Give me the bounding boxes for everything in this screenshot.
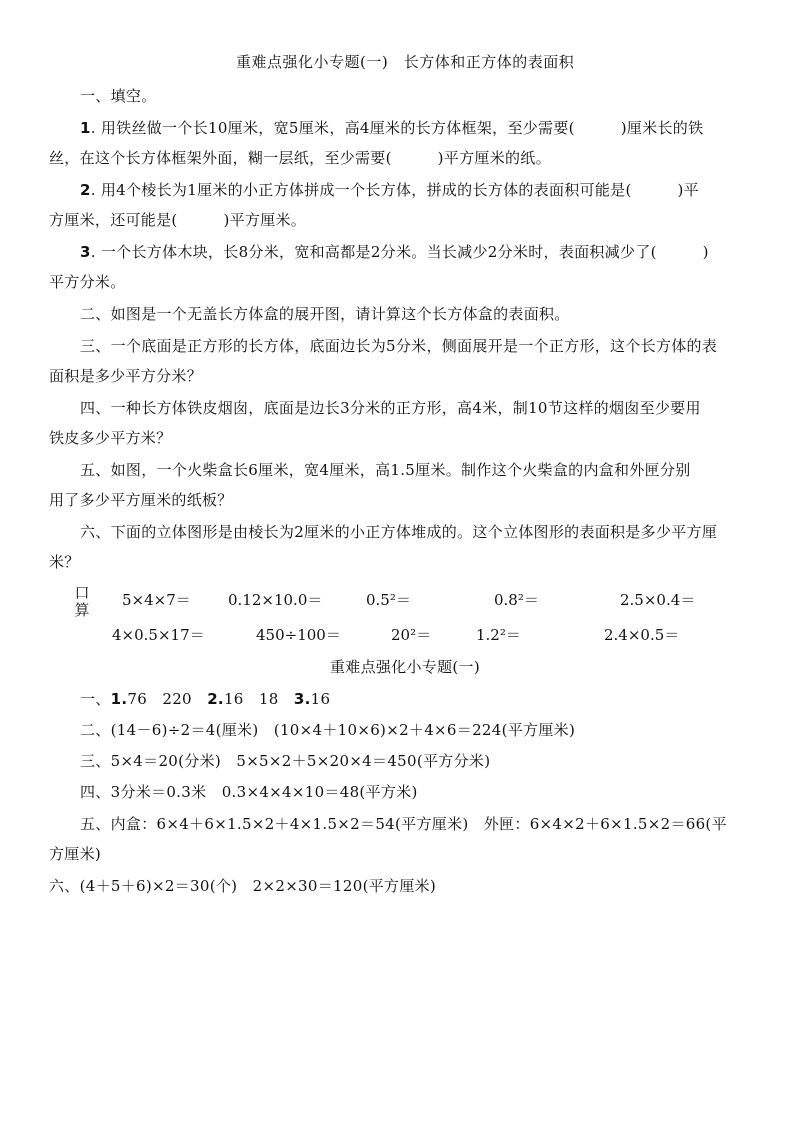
mental-math-label-char-2: 算: [74, 601, 90, 619]
section-5-line-1: 五、如图，一个火柴盒长6厘米，宽4厘米，高1.5厘米。制作这个火柴盒的内盒和外匣分别: [80, 461, 691, 479]
answer-1-val-3: 16: [310, 690, 331, 708]
question-2-text: . 用4个棱长为1厘米的小正方体拼成一个长方体，拼成的长方体的表面积可能是( )平: [90, 181, 699, 199]
answer-5-line-1: 五、内盒：6×4＋6×1.5×2＋4×1.5×2＝54(平方厘米) 外匣：6×4×2＋6×1.5×2＝66(平: [80, 815, 727, 833]
answer-6: 六、(4＋5＋6)×2＝30(个) 2×2×30＝120(平方厘米): [49, 877, 437, 895]
answer-1-num-2: 2.: [207, 690, 224, 708]
answer-1-num-3: 3.: [293, 690, 311, 708]
answer-1-num-1: 1.: [110, 690, 128, 708]
section-6-line-2: 米？: [49, 553, 80, 571]
mental-math-item: 2.4×0.5＝: [604, 626, 680, 644]
section-5-line-2: 用了多少平方厘米的纸板？: [49, 491, 233, 509]
question-2-line-2: 方厘米，还可能是( )平方厘米。: [49, 211, 307, 229]
page-title: 重难点强化小专题(一) 长方体和正方体的表面积: [236, 53, 575, 71]
question-3-line-1: [80, 242, 709, 262]
mental-math-item: 450÷100＝: [256, 626, 341, 644]
mental-math-item: 0.5²＝: [366, 591, 411, 609]
mental-math-item: 0.12×10.0＝: [228, 591, 323, 609]
question-3-line-2: 平方分米。: [49, 273, 126, 291]
question-1-line-2: 丝，在这个长方体框架外面，糊一层纸，至少需要( )平方厘米的纸。: [49, 149, 551, 167]
question-3-number: 3: [80, 243, 91, 261]
section-4-line-1: 四、一种长方体铁皮烟囱，底面是边长3分米的正方形，高4米，制10节这样的烟囱至少要用: [80, 399, 701, 417]
answer-1-val-2: 16 18: [223, 690, 294, 708]
answer-1-val-1: 76 220: [127, 690, 208, 708]
answer-4: 四、3分米＝0.3米 0.3×4×4×10＝48(平方米): [80, 783, 418, 801]
question-2-line-1: [80, 180, 699, 200]
answer-5-line-2: 方厘米): [49, 845, 102, 863]
section-3-line-2: 面积是多少平方分米？: [49, 367, 203, 385]
mental-math-label: [72, 585, 92, 619]
answer-1: [80, 689, 330, 709]
section-2: 二、如图是一个无盖长方体盒的展开图，请计算这个长方体盒的表面积。: [80, 305, 570, 323]
section-1-heading: 一、填空。: [80, 87, 157, 105]
mental-math-item: 20²＝: [391, 626, 432, 644]
mental-math-item: 4×0.5×17＝: [112, 626, 205, 644]
answers-title: 重难点强化小专题(一): [330, 658, 481, 676]
mental-math-item: 2.5×0.4＝: [620, 591, 696, 609]
section-4-line-2: 铁皮多少平方米？: [49, 429, 172, 447]
question-1-line-1: [80, 118, 703, 138]
mental-math-item: 0.8²＝: [494, 591, 539, 609]
question-3-text: . 一个长方体木块，长8分米，宽和高都是2分米。当长减少2分米时，表面积减少了( ): [90, 243, 709, 261]
answer-2: 二、(14－6)÷2＝4(厘米) (10×4＋10×6)×2＋4×6＝224(平方厘米): [80, 721, 576, 739]
mental-math-item: 5×4×7＝: [122, 591, 191, 609]
question-1-text: . 用铁丝做一个长10厘米，宽5厘米，高4厘米的长方体框架，至少需要( )厘米长的铁: [90, 119, 704, 137]
answer-3: 三、5×4＝20(分米) 5×5×2＋5×20×4＝450(平方分米): [80, 752, 491, 770]
section-6-line-1: 六、下面的立体图形是由棱长为2厘米的小正方体堆成的。这个立体图形的表面积是多少平方厘: [80, 523, 718, 541]
question-1-number: 1: [80, 119, 91, 137]
question-2-number: 2: [80, 181, 91, 199]
answer-1-lead: 一、: [80, 690, 111, 708]
mental-math-item: 1.2²＝: [476, 626, 521, 644]
mental-math-label-char-1: 口: [74, 584, 90, 602]
section-3-line-1: 三、一个底面是正方形的长方体，底面边长为5分米，侧面展开是一个正方形，这个长方体的表: [80, 337, 718, 355]
